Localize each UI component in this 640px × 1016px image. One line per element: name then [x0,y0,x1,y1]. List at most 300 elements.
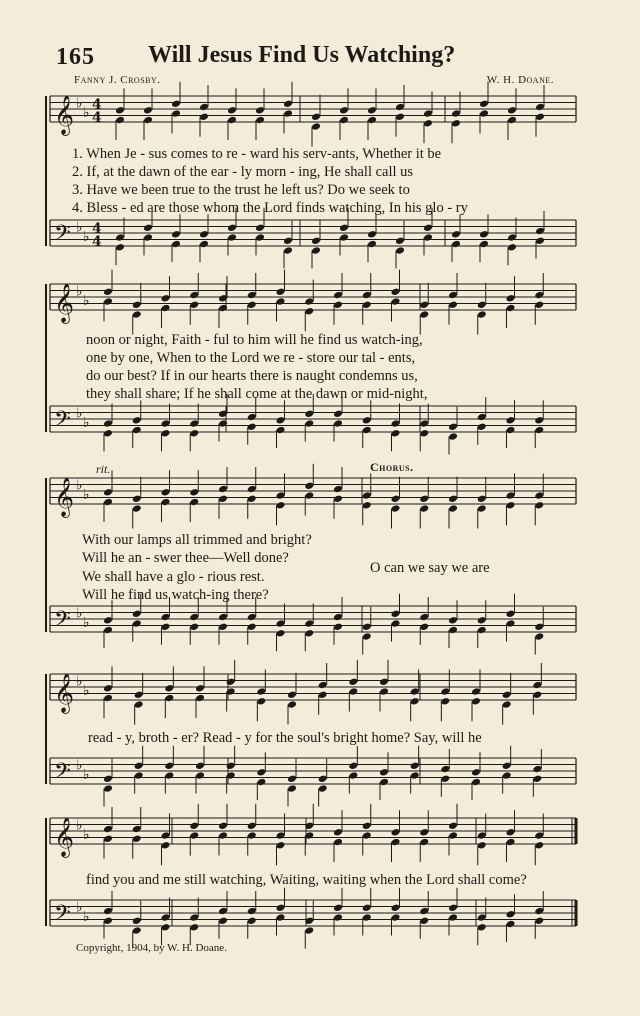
verse-4-line-a: 4. Bless - ed are those whom the Lord finds watching, In his glo - ry [72,200,468,216]
note-head [333,291,343,300]
note-head [506,828,516,837]
note-head [477,301,487,310]
note-head [143,233,153,242]
note-head [535,103,545,112]
note-head [395,103,405,112]
bass-clef: 𝄢 [54,759,71,789]
note-head [247,917,257,926]
note-head [199,113,209,122]
note-head [276,841,286,850]
flat-sign: ♭ [76,283,83,300]
flat-sign: ♭ [83,826,90,843]
note-head [276,288,286,297]
note-head [448,616,458,625]
note-head [103,825,113,834]
note-head [448,291,458,300]
note-head [189,498,199,507]
note-head [255,106,265,115]
note-head [189,831,199,840]
note-head [391,419,401,428]
note-head [256,768,266,777]
note-head [410,762,420,771]
note-head [362,904,372,913]
note-head [419,613,429,622]
note-head [103,616,113,625]
note-head [276,491,286,500]
note-head [395,113,405,122]
note-head [164,684,174,693]
note-head [391,504,401,513]
note-head [410,687,420,696]
note-head [479,100,489,109]
note-head [276,913,286,922]
note-head [471,687,481,696]
note-head [339,116,349,125]
note-head [333,419,343,428]
chorus-line-3: find you and me still watching, Waiting, waiting when the Lord shall come? [86,872,527,888]
note-head [132,426,142,435]
note-head [451,240,461,249]
note-head [333,828,343,837]
note-head [333,301,343,310]
note-head [227,106,237,115]
note-head [448,626,458,635]
flat-sign: ♭ [83,104,90,121]
note-head [391,495,401,504]
note-head [333,410,343,419]
note-head [304,307,314,316]
note-head [304,410,314,419]
note-head [103,429,113,438]
note-head [304,297,314,306]
note-head [348,762,358,771]
note-head [423,119,433,128]
note-head [410,771,420,780]
note-head [103,498,113,507]
note-head [199,230,209,239]
note-head [287,691,297,700]
note-head [134,700,144,709]
flat-sign: ♭ [83,228,90,245]
flat-sign: ♭ [76,899,83,916]
note-head [103,684,113,693]
note-head [391,288,401,297]
note-head [227,233,237,242]
flat-sign: ♭ [76,605,83,622]
note-head [276,619,286,628]
note-head [362,623,372,632]
note-head [283,109,293,118]
note-head [448,504,458,513]
note-head [132,619,142,628]
note-head [379,768,389,777]
note-head [333,913,343,922]
treble-clef: 𝄞 [54,477,75,517]
note-head [419,917,429,926]
note-head [115,233,125,242]
note-head [391,913,401,922]
note-head [161,913,171,922]
note-head [448,495,458,504]
note-head [448,831,458,840]
note-head [477,423,487,432]
note-head [419,301,429,310]
note-head [391,297,401,306]
flat-sign: ♭ [76,817,83,834]
note-head [132,310,142,319]
note-head [318,784,328,793]
note-head [311,246,321,255]
note-head [507,106,517,115]
note-head [161,613,171,622]
note-head [103,288,113,297]
note-head [479,240,489,249]
note-head [502,771,512,780]
note-head [448,822,458,831]
treble-clef: 𝄞 [54,283,75,323]
note-head [247,301,257,310]
note-head [247,907,257,916]
note-head [226,687,236,696]
note-head [395,246,405,255]
note-head [103,297,113,306]
note-head [143,116,153,125]
flat-sign: ♭ [83,766,90,783]
note-head [103,626,113,635]
note-head [348,687,358,696]
note-head [362,426,372,435]
note-head [189,923,199,932]
note-head [535,113,545,122]
note-head [419,828,429,837]
flat-sign: ♭ [83,486,90,503]
note-head [171,109,181,118]
note-head [161,488,171,497]
note-head [451,109,461,118]
verse-2-line-a: 2. If, at the dawn of the ear - ly morn - ing, He shall call us [72,164,414,180]
note-head [103,694,113,703]
note-head [115,116,125,125]
note-head [132,835,142,844]
note-head [189,822,199,831]
note-head [391,904,401,913]
note-head [164,762,174,771]
note-head [362,501,372,510]
note-head [132,495,142,504]
note-head [171,100,181,109]
note-head [477,616,487,625]
note-head [134,691,144,700]
note-head [507,233,517,242]
note-head [161,419,171,428]
note-head [367,116,377,125]
note-head [479,109,489,118]
note-head [419,310,429,319]
note-head [391,619,401,628]
note-head [448,904,458,913]
flat-sign: ♭ [76,477,83,494]
note-head [195,684,205,693]
note-head [534,907,544,916]
note-head [132,301,142,310]
note-head [532,775,542,784]
note-head [419,429,429,438]
note-head [502,700,512,709]
note-head [333,904,343,913]
note-head [247,613,257,622]
note-head [502,691,512,700]
note-head [506,501,516,510]
verse-3-line-c: We shall have a glo - rious rest. [82,569,265,585]
note-head [534,426,544,435]
note-head [189,488,199,497]
note-head [171,240,181,249]
note-head [287,775,297,784]
note-head [477,841,487,850]
note-head [391,429,401,438]
note-head [276,629,286,638]
note-head [333,613,343,622]
note-head [161,429,171,438]
note-head [506,920,516,929]
note-head [283,237,293,246]
note-head [477,626,487,635]
note-head [189,291,199,300]
note-head [161,623,171,632]
note-head [226,678,236,687]
note-head [532,681,542,690]
note-head [189,613,199,622]
note-head [477,923,487,932]
note-head [362,301,372,310]
note-head [471,778,481,787]
note-head [143,224,153,233]
note-head [164,694,174,703]
copyright-notice: Copyright, 1904, by W. H. Doane. [76,942,227,954]
note-head [227,224,237,233]
note-head [103,835,113,844]
note-head [161,498,171,507]
bass-clef: 𝄢 [54,407,71,437]
flat-sign: ♭ [76,219,83,236]
note-head [362,831,372,840]
bass-clef: 𝄢 [54,901,71,931]
author-credit: Fanny J. Crosby. [74,74,161,86]
note-head [256,697,266,706]
note-head [391,828,401,837]
note-head [507,243,517,252]
note-head [419,495,429,504]
note-head [534,841,544,850]
treble-clef: 𝄞 [54,673,75,713]
chorus-line-2: read - y, broth - er? Read - y for the soul's bright home? Say, will he [88,730,482,746]
note-head [534,917,544,926]
note-head [333,623,343,632]
note-head [287,700,297,709]
flat-sign: ♭ [76,405,83,422]
note-head [502,762,512,771]
note-head [218,495,228,504]
flat-sign: ♭ [83,908,90,925]
note-head [226,762,236,771]
note-head [227,116,237,125]
note-head [218,485,228,494]
note-head [276,416,286,425]
note-head [189,301,199,310]
note-head [339,106,349,115]
note-head [255,233,265,242]
note-head [161,923,171,932]
note-head [304,482,314,491]
note-head [311,113,321,122]
time-signature: 4 [92,110,102,126]
note-head [534,301,544,310]
time-signature: 4 [92,221,102,237]
note-head [304,629,314,638]
verse-4-line-b: they shall share; If he shall come at the dawn or mid-night, [86,386,428,402]
note-head [477,310,487,319]
note-head [419,419,429,428]
note-head [318,681,328,690]
note-head [283,100,293,109]
note-head [362,416,372,425]
note-head [339,224,349,233]
note-head [348,771,358,780]
note-head [362,632,372,641]
note-head [534,416,544,425]
note-head [276,831,286,840]
note-head [534,831,544,840]
note-head [532,691,542,700]
note-head [218,917,228,926]
note-head [199,240,209,249]
note-head [226,771,236,780]
note-head [362,822,372,831]
note-head [506,294,516,303]
note-head [304,619,314,628]
note-head [451,230,461,239]
verse-1-line-a: 1. When Je - sus comes to re - ward his serv-ants, Whether it be [72,146,442,162]
note-head [132,416,142,425]
note-head [195,771,205,780]
note-head [506,610,516,619]
ritardando-mark: rit. [96,462,111,476]
note-head [218,822,228,831]
flat-sign: ♭ [83,414,90,431]
note-head [534,501,544,510]
note-head [367,106,377,115]
note-head [423,233,433,242]
note-head [506,619,516,628]
composer-credit: W. H. Doane. [486,74,554,86]
note-head [379,778,389,787]
note-head [115,243,125,252]
note-head [534,632,544,641]
note-head [477,413,487,422]
note-head [532,765,542,774]
note-head [164,771,174,780]
hymn-number: 165 [56,44,95,70]
note-head [256,778,266,787]
verse-1-line-b: noon or night, Faith - ful to him will he find us watch-ing, [86,332,423,348]
note-head [506,304,516,313]
note-head [247,831,257,840]
note-head [247,291,257,300]
note-head [395,237,405,246]
verse-1-line-c: With our lamps all trimmed and bright? [82,532,312,548]
note-head [189,913,199,922]
note-head [534,623,544,632]
note-head [256,687,266,696]
note-head [348,678,358,687]
note-head [506,491,516,500]
note-head [367,230,377,239]
note-head [218,623,228,632]
note-head [247,485,257,494]
flat-sign: ♭ [76,757,83,774]
note-head [218,831,228,840]
note-head [276,501,286,510]
verse-3-line-b: do our best? If in our hearts there is naught condemns us, [86,368,418,384]
note-head [440,697,450,706]
flat-sign: ♭ [76,673,83,690]
note-head [189,419,199,428]
note-head [132,504,142,513]
note-head [419,504,429,513]
note-head [283,246,293,255]
note-head [507,116,517,125]
verse-3-line-a: 3. Have we been true to the trust he left us? Do we seek to [72,182,410,198]
note-head [506,426,516,435]
note-head [247,423,257,432]
note-head [304,419,314,428]
note-head [218,907,228,916]
note-head [506,838,516,847]
flat-sign: ♭ [76,95,83,112]
note-head [311,237,321,246]
note-head [423,224,433,233]
note-head [448,423,458,432]
note-head [247,822,257,831]
note-head [448,913,458,922]
note-head [448,301,458,310]
time-signature: 4 [92,234,102,250]
note-head [103,419,113,428]
verse-4-line-c: Will he find us watch-ing there? [82,587,269,603]
note-head [471,697,481,706]
note-head [304,491,314,500]
note-head [477,504,487,513]
note-head [132,917,142,926]
note-head [379,678,389,687]
note-head [134,771,144,780]
note-head [333,495,343,504]
note-head [535,237,545,246]
chorus-line-1: O can we say we are [370,560,490,576]
note-head [161,831,171,840]
note-head [189,623,199,632]
note-head [304,926,314,935]
note-head [161,304,171,313]
note-head [171,230,181,239]
note-head [218,613,228,622]
hymn-title: Will Jesus Find Us Watching? [148,42,456,68]
note-head [367,240,377,249]
flat-sign: ♭ [83,292,90,309]
note-head [276,297,286,306]
note-head [333,485,343,494]
treble-clef: 𝄞 [54,95,75,135]
